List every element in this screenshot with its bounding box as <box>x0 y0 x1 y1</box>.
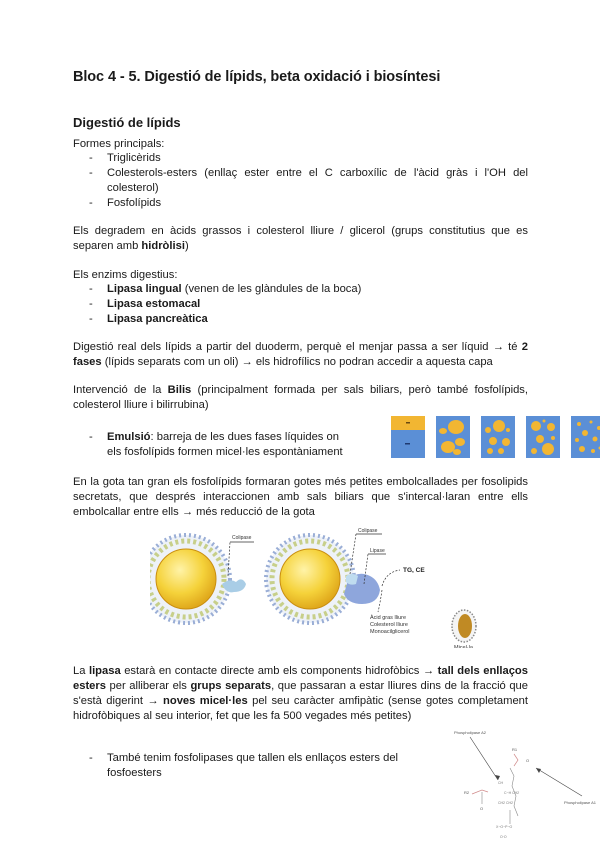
list-item: - Lipasa lingual (venen de les glàndules de la boca) <box>89 283 362 295</box>
list-item: - També tenim fosfolipases que tallen els enllaços esters del fosfoesters <box>89 752 399 779</box>
page-title: Bloc 4 - 5. Digestió de lípids, beta oxidació i biosíntesi <box>73 69 441 85</box>
list-item: - Triglicèrids <box>89 152 161 164</box>
bilis-paragraph: Intervenció de la Bilis (principalment formada per sals biliars, però també fosfolípids, colesterol lliure i bilirrubina) <box>73 384 529 411</box>
list-item: - Lipasa estomacal <box>89 298 201 310</box>
section-heading: Digestió de lípids <box>73 115 181 130</box>
svg-text:CH2 CH2: CH2 CH2 <box>498 801 513 805</box>
svg-text:Lipase: Lipase <box>370 548 385 554</box>
svg-text:Micel·la: Micel·la <box>454 645 473 648</box>
emulsion-diagram <box>391 416 600 458</box>
emulsio-item <box>89 430 349 460</box>
formes-intro: Formes principals: <box>73 138 165 150</box>
lipasa-paragraph: La lipasa estarà en contacte directe amb els components hidrofòbics → tall dels enllaços esters per alliberar els grups separats, que passaran a estar lliures dins de la fracció que s'està digerint → noves micel·les pel seu caràcter amfipàtic (sense gotes completament hidrofòbiques al seu interior, fet que les fa 500 vegades més petites) <box>73 665 529 722</box>
svg-text:R1: R1 <box>512 747 518 752</box>
svg-text:Colipase: Colipase <box>358 528 378 534</box>
svg-text:C−H CH2: C−H CH2 <box>504 791 520 795</box>
svg-text:O: O <box>526 758 530 763</box>
emulsion-stage-3 <box>481 416 515 458</box>
svg-text:Colesterol lliure: Colesterol lliure <box>370 622 408 628</box>
svg-text:Monoacilglicerol: Monoacilglicerol <box>370 629 410 635</box>
phospholipid-structure-figure <box>452 728 600 848</box>
fat-droplet-1 <box>150 535 254 623</box>
emulsion-stage-1 <box>391 416 425 458</box>
emulsion-stage-5 <box>571 416 600 458</box>
svg-text:CH: CH <box>498 781 504 785</box>
list-item: - Colesterols-esters (enllaç ester entre el C carboxílic de l'àcid gràs i l'OH del colesterol) <box>89 167 528 194</box>
digestio-real-paragraph: Digestió real dels lípids a partir del duoderm, perquè el menjar passa a ser líquid → té 2 fases (lípids separats com un oli) → els hidrofílics no podran accedir a aquesta capa <box>73 341 528 368</box>
fosfolipases-item <box>89 751 449 781</box>
emulsion-stage-4 <box>526 416 560 458</box>
emulsion-stage-2 <box>436 416 470 458</box>
svg-text:Colipase: Colipase <box>232 535 252 541</box>
svg-text:O: O <box>480 806 484 811</box>
svg-text:Àcid gras lliure: Àcid gras lliure <box>370 615 407 621</box>
list-item: - Fosfolípids <box>89 197 162 209</box>
micelle <box>452 610 476 648</box>
svg-text:TG, CE: TG, CE <box>403 567 425 574</box>
svg-text:Phospholipase A2: Phospholipase A2 <box>454 730 487 735</box>
list-item: - Lipasa pancreàtica <box>89 313 208 325</box>
svg-text:X−O−P−O: X−O−P−O <box>496 825 513 829</box>
fat-droplet-2 <box>266 528 425 635</box>
enzims-intro: Els enzims digestius: <box>73 269 178 281</box>
gota-paragraph: En la gota tan gran els fosfolípids formaran gotes més petites embolcallades per fosolipids secretats, que després interaccionen amb sals biliars que s'intercal·laran entre ells embolcallar entre ells → més reducció de la gota <box>73 476 528 518</box>
lipase-micelle-figure <box>150 528 480 653</box>
formes-list <box>89 151 528 211</box>
svg-text:Phospholipase A1: Phospholipase A1 <box>564 800 597 805</box>
degradem-paragraph: Els degradem en àcids grassos i colesterol lliure / glicerol (grups constitutius que es separen amb hidròlisi) <box>73 225 528 252</box>
svg-text:R2: R2 <box>464 790 470 795</box>
enzims-list <box>89 282 528 327</box>
svg-text:O·O: O·O <box>500 835 507 839</box>
list-item: - Emulsió: barreja de les dues fases líquides on els fosfolípids formen micel·les espontàniament <box>89 431 343 458</box>
